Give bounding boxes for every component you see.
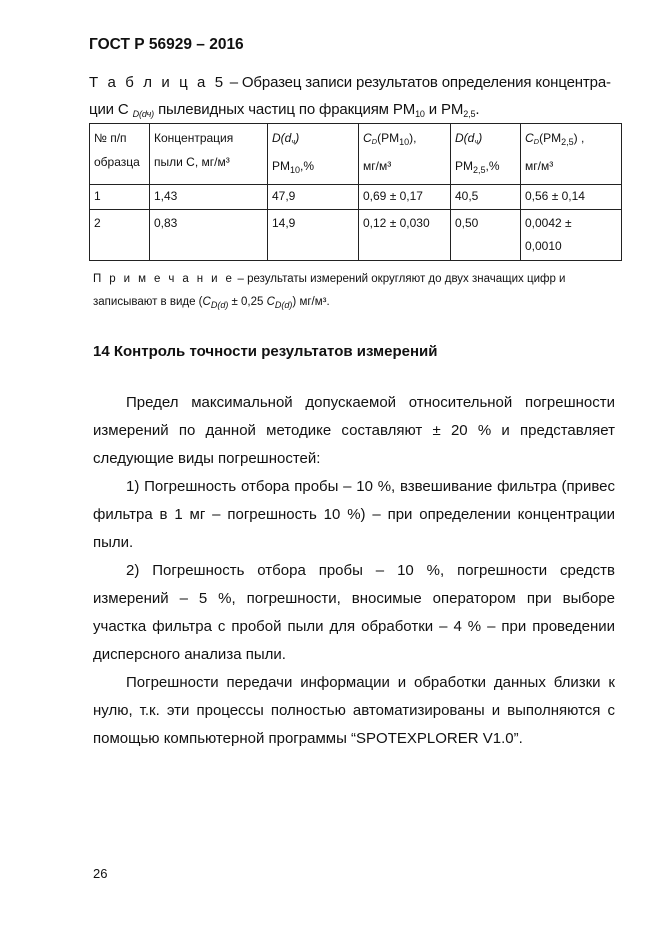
section-title: 14 Контроль точности результатов измерений (93, 343, 438, 360)
note-label: П р и м е ч а н и е (93, 273, 235, 285)
cell-concentration: 1,43 (150, 185, 268, 210)
header-cd-pm10: $CD(PM_{10})$, мг/м³ (359, 124, 451, 185)
section-body (93, 389, 615, 753)
cell-sample-number: 2 (90, 210, 150, 261)
table-row (90, 210, 622, 261)
note-c1-sub: D(d) (210, 300, 229, 310)
table-row (90, 185, 622, 210)
table-caption-text-line2b: пылевидных частиц по фракциям PM (154, 101, 416, 118)
table-caption (89, 69, 621, 128)
header-sample-number: № п/п образца (90, 124, 150, 185)
note-text-line2a: записывают в виде ( (93, 296, 203, 308)
table-caption-sub10: 10 (415, 109, 425, 119)
cell-sample-number: 1 (90, 185, 150, 210)
table-caption-sub: D(dч) (132, 109, 155, 119)
paragraph: Погрешности передачи информации и обработки данных близки к нулю, т.к. эти процессы полностью автоматизированы и выполняются с помощью компьютерной программы “SPOTEXPLORER V1.0”. (93, 674, 615, 747)
table-caption-sub25: 2,5 (463, 109, 476, 119)
note-c2: C (266, 296, 275, 308)
header-cd-pm25: $CD(PM_{2,5})$ , мг/м³ (521, 124, 622, 185)
cell-cd-pm10: 0,69 ± 0,17 (359, 185, 451, 210)
table-note (93, 268, 623, 317)
results-table (89, 123, 622, 261)
table-caption-text-line1: – Образец записи результатов определения концентра- (225, 74, 611, 91)
header-d-pm25: D(dч) $PM_{2,5},\%$ (451, 124, 521, 185)
table-header-row (90, 124, 622, 185)
cell-d-pm10: 47,9 (268, 185, 359, 210)
paragraph: Предел максимальной допускаемой относительной погрешности измерений по данной методике составляют ± 20 % и представляет следующие виды погрешностей: (93, 394, 615, 467)
table-caption-and: и PM (424, 101, 464, 118)
cell-d-pm25: 0,50 (451, 210, 521, 261)
note-c2-sub: D(d) (274, 300, 293, 310)
paragraph: 1) Погрешность отбора пробы – 10 %, взвешивание фильтра (привес фильтра в 1 мг – погрешность 10 %) – при определении концентрации пыли. (93, 478, 615, 551)
cell-d-pm10: 14,9 (268, 210, 359, 261)
table-caption-label: Т а б л и ц а 5 (89, 74, 226, 91)
table-caption-text-line2a: ции C (89, 101, 133, 118)
standard-designation: ГОСТ Р 56929 – 2016 (89, 36, 244, 53)
note-c1: C (202, 296, 211, 308)
cell-concentration: 0,83 (150, 210, 268, 261)
paragraph: 2) Погрешность отбора пробы – 10 %, погрешности средств измерений – 5 %, погрешности, вносимые оператором при выборе участка фильтра с пробой пыли для обработки – 4 % – при проведении дисперсного анализа пыли. (93, 562, 615, 663)
header-d-pm10: D(dч) $PM_{10},\%$ (268, 124, 359, 185)
table-caption-end: . (475, 101, 480, 118)
note-text-line1: – результаты измерений округляют до двух значащих цифр и (234, 273, 566, 285)
header-concentration: Концентрация пыли C, мг/м³ (150, 124, 268, 185)
cell-cd-pm10: 0,12 ± 0,030 (359, 210, 451, 261)
cell-cd-pm25: 0,56 ± 0,14 (521, 185, 622, 210)
page-number: 26 (93, 866, 108, 881)
cell-d-pm25: 40,5 (451, 185, 521, 210)
note-pm: ± 0,25 (228, 296, 267, 308)
cell-cd-pm25: 0,0042 ± 0,0010 (521, 210, 622, 261)
note-text-line2b: ) мг/м³. (292, 296, 330, 308)
